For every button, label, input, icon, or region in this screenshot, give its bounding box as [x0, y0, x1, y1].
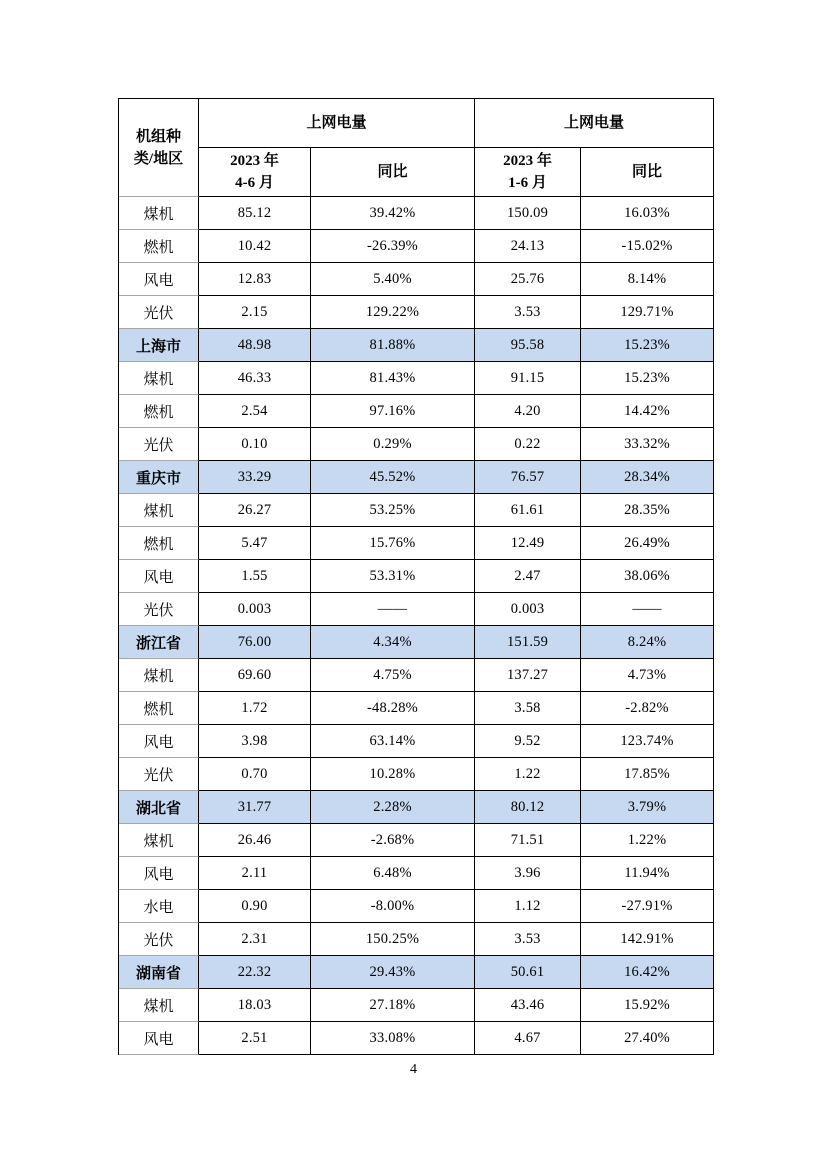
cell-value: 11.94%: [581, 857, 714, 890]
cell-value: 2.11: [199, 857, 311, 890]
table-row: [119, 725, 714, 758]
region-label: 上海市: [119, 329, 199, 362]
cell-value: -26.39%: [311, 230, 475, 263]
table-row: [119, 659, 714, 692]
cell-value: 0.70: [199, 758, 311, 791]
cell-value: 0.003: [475, 593, 581, 626]
table-row: [119, 824, 714, 857]
cell-value: 48.98: [199, 329, 311, 362]
cell-value: 0.10: [199, 428, 311, 461]
region-row: [119, 956, 714, 989]
corner-header-line2: 类/地区: [133, 150, 184, 167]
cell-value: 80.12: [475, 791, 581, 824]
cell-value: 16.03%: [581, 197, 714, 230]
table-row: [119, 989, 714, 1022]
row-label: 燃机: [119, 692, 199, 725]
table-row: [119, 362, 714, 395]
cell-value: 76.57: [475, 461, 581, 494]
cell-value: 5.47: [199, 527, 311, 560]
cell-value: 2.31: [199, 923, 311, 956]
corner-header-line1: 机组种: [135, 128, 181, 145]
region-row: [119, 626, 714, 659]
sub-header-period-h1: [475, 148, 581, 197]
region-row: [119, 461, 714, 494]
cell-value: 38.06%: [581, 560, 714, 593]
cell-value: 2.47: [475, 560, 581, 593]
cell-value: 4.75%: [311, 659, 475, 692]
cell-value: 53.31%: [311, 560, 475, 593]
row-label: 水电: [119, 890, 199, 923]
cell-value: 142.91%: [581, 923, 714, 956]
row-label: 燃机: [119, 230, 199, 263]
table-row: [119, 758, 714, 791]
cell-value: 12.83: [199, 263, 311, 296]
row-label: 煤机: [119, 989, 199, 1022]
cell-value: 5.40%: [311, 263, 475, 296]
cell-value: 81.43%: [311, 362, 475, 395]
table-row: [119, 428, 714, 461]
cell-value: 33.08%: [311, 1022, 475, 1055]
cell-value: 63.14%: [311, 725, 475, 758]
cell-value: 15.23%: [581, 329, 714, 362]
group-header-q2: 上网电量: [199, 99, 475, 148]
sub-header-yoy-h1: 同比: [581, 148, 714, 197]
cell-value: 2.15: [199, 296, 311, 329]
cell-value: 129.71%: [581, 296, 714, 329]
region-label: 湖北省: [119, 791, 199, 824]
cell-value: 8.14%: [581, 263, 714, 296]
cell-value: 9.52: [475, 725, 581, 758]
cell-value: -15.02%: [581, 230, 714, 263]
header-row-sub: [119, 148, 714, 197]
cell-value: 91.15: [475, 362, 581, 395]
group-header-h1: 上网电量: [475, 99, 714, 148]
cell-value: 18.03: [199, 989, 311, 1022]
period-q2-line2: 4-6 月: [235, 175, 274, 191]
cell-value: 0.22: [475, 428, 581, 461]
table-row: [119, 560, 714, 593]
row-label: 风电: [119, 857, 199, 890]
table-row: [119, 593, 714, 626]
cell-value: 3.98: [199, 725, 311, 758]
cell-value: 26.27: [199, 494, 311, 527]
cell-value: 28.35%: [581, 494, 714, 527]
cell-value: 3.58: [475, 692, 581, 725]
cell-value: -8.00%: [311, 890, 475, 923]
cell-value: 27.40%: [581, 1022, 714, 1055]
row-label: 光伏: [119, 923, 199, 956]
cell-value: -2.68%: [311, 824, 475, 857]
row-label: 风电: [119, 263, 199, 296]
row-label: 煤机: [119, 659, 199, 692]
table-row: [119, 890, 714, 923]
cell-value: 6.48%: [311, 857, 475, 890]
cell-value: -2.82%: [581, 692, 714, 725]
table-row: [119, 527, 714, 560]
cell-value: 2.54: [199, 395, 311, 428]
region-row: [119, 329, 714, 362]
cell-value: 3.53: [475, 296, 581, 329]
cell-value: 85.12: [199, 197, 311, 230]
sub-header-period-q2: [199, 148, 311, 197]
cell-value: 15.23%: [581, 362, 714, 395]
cell-value: 50.61: [475, 956, 581, 989]
cell-value: 4.34%: [311, 626, 475, 659]
cell-value: 28.34%: [581, 461, 714, 494]
row-label: 风电: [119, 560, 199, 593]
table-row: [119, 923, 714, 956]
cell-value: 129.22%: [311, 296, 475, 329]
cell-value: 16.42%: [581, 956, 714, 989]
cell-value: 27.18%: [311, 989, 475, 1022]
row-label: 煤机: [119, 362, 199, 395]
cell-value: 43.46: [475, 989, 581, 1022]
region-label: 重庆市: [119, 461, 199, 494]
sub-header-yoy-q2: 同比: [311, 148, 475, 197]
row-label: 光伏: [119, 296, 199, 329]
table-row: [119, 230, 714, 263]
cell-value: 4.20: [475, 395, 581, 428]
cell-value: 0.003: [199, 593, 311, 626]
cell-value: 31.77: [199, 791, 311, 824]
table-row: [119, 692, 714, 725]
cell-value: 76.00: [199, 626, 311, 659]
corner-header: [119, 99, 199, 197]
cell-value: 4.67: [475, 1022, 581, 1055]
cell-value: 71.51: [475, 824, 581, 857]
cell-value: 8.24%: [581, 626, 714, 659]
cell-value: 61.61: [475, 494, 581, 527]
table-row: [119, 395, 714, 428]
cell-value: 137.27: [475, 659, 581, 692]
cell-value: 22.32: [199, 956, 311, 989]
period-h1-line2: 1-6 月: [508, 175, 547, 191]
cell-value: 151.59: [475, 626, 581, 659]
cell-value: 81.88%: [311, 329, 475, 362]
cell-value: 46.33: [199, 362, 311, 395]
cell-value: 14.42%: [581, 395, 714, 428]
cell-value: 10.42: [199, 230, 311, 263]
page-number: 4: [410, 1062, 417, 1077]
cell-value: 3.96: [475, 857, 581, 890]
power-output-table: [118, 98, 714, 1055]
region-label: 浙江省: [119, 626, 199, 659]
table-row: [119, 197, 714, 230]
table-row: [119, 1022, 714, 1055]
period-q2-line1: 2023 年: [230, 153, 279, 169]
cell-value: 0.29%: [311, 428, 475, 461]
row-label: 燃机: [119, 395, 199, 428]
cell-value: 45.52%: [311, 461, 475, 494]
row-label: 煤机: [119, 197, 199, 230]
cell-value: 4.73%: [581, 659, 714, 692]
table-row: [119, 857, 714, 890]
cell-value: 29.43%: [311, 956, 475, 989]
cell-value: 1.72: [199, 692, 311, 725]
cell-value: 1.12: [475, 890, 581, 923]
cell-value: -27.91%: [581, 890, 714, 923]
cell-value: 39.42%: [311, 197, 475, 230]
cell-value: 17.85%: [581, 758, 714, 791]
cell-value: 0.90: [199, 890, 311, 923]
cell-value: 33.29: [199, 461, 311, 494]
cell-value: 1.55: [199, 560, 311, 593]
cell-value: 26.46: [199, 824, 311, 857]
table-row: [119, 494, 714, 527]
cell-value: -48.28%: [311, 692, 475, 725]
cell-value: 53.25%: [311, 494, 475, 527]
cell-value: 33.32%: [581, 428, 714, 461]
row-label: 煤机: [119, 824, 199, 857]
cell-value: 26.49%: [581, 527, 714, 560]
row-label: 光伏: [119, 428, 199, 461]
cell-value: 1.22: [475, 758, 581, 791]
cell-value: 3.53: [475, 923, 581, 956]
cell-value: 2.28%: [311, 791, 475, 824]
cell-value: ——: [311, 593, 475, 626]
cell-value: 95.58: [475, 329, 581, 362]
row-label: 光伏: [119, 593, 199, 626]
cell-value: 15.76%: [311, 527, 475, 560]
cell-value: 69.60: [199, 659, 311, 692]
cell-value: 10.28%: [311, 758, 475, 791]
cell-value: 97.16%: [311, 395, 475, 428]
cell-value: ——: [581, 593, 714, 626]
cell-value: 150.25%: [311, 923, 475, 956]
cell-value: 25.76: [475, 263, 581, 296]
cell-value: 150.09: [475, 197, 581, 230]
table-row: [119, 296, 714, 329]
row-label: 风电: [119, 1022, 199, 1055]
row-label: 煤机: [119, 494, 199, 527]
cell-value: 2.51: [199, 1022, 311, 1055]
table-row: [119, 263, 714, 296]
row-label: 燃机: [119, 527, 199, 560]
cell-value: 3.79%: [581, 791, 714, 824]
cell-value: 15.92%: [581, 989, 714, 1022]
region-row: [119, 791, 714, 824]
cell-value: 24.13: [475, 230, 581, 263]
cell-value: 12.49: [475, 527, 581, 560]
region-label: 湖南省: [119, 956, 199, 989]
row-label: 光伏: [119, 758, 199, 791]
cell-value: 1.22%: [581, 824, 714, 857]
cell-value: 123.74%: [581, 725, 714, 758]
period-h1-line1: 2023 年: [503, 153, 552, 169]
header-row-groups: [119, 99, 714, 148]
row-label: 风电: [119, 725, 199, 758]
